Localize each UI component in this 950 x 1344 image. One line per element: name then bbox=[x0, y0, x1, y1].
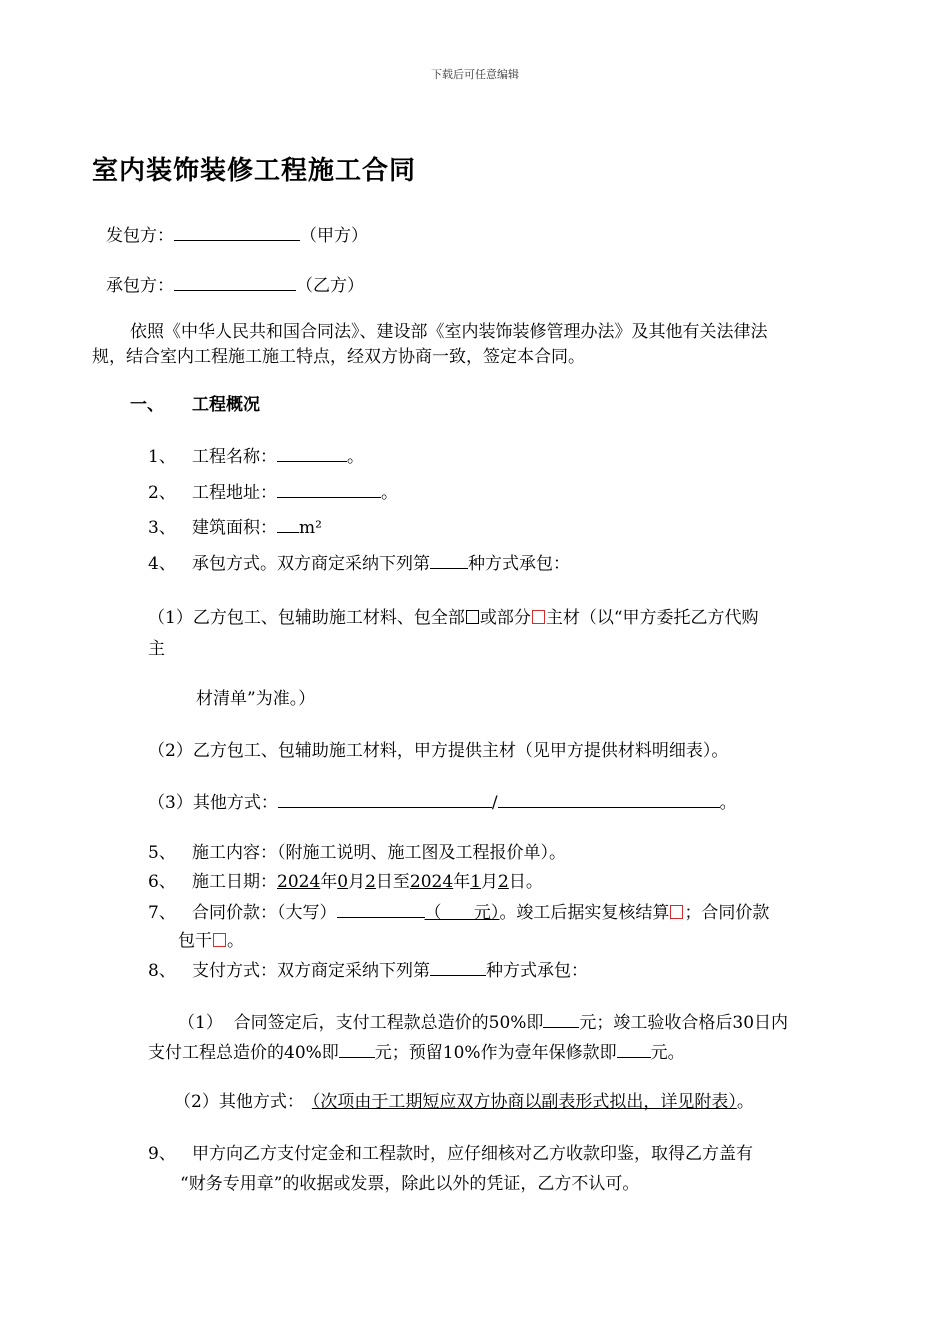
contract-price-amount[interactable]: （ 元） bbox=[424, 903, 500, 923]
payment-1-line-1 bbox=[178, 1010, 788, 1034]
item-2 bbox=[148, 480, 398, 504]
payment-1-text-d: 元；预留10%作为壹年保修款即 bbox=[374, 1043, 617, 1063]
intro-line-1: 依照《中华人民共和国合同法》、建设部《室内装饰装修管理办法》及其他有关法律法 bbox=[130, 322, 768, 342]
payment-2-end: 。 bbox=[736, 1092, 754, 1112]
contract-mode-blank[interactable] bbox=[430, 551, 468, 569]
party-b-label: 承包方： bbox=[106, 276, 174, 296]
item-3-unit: m² bbox=[299, 518, 322, 538]
party-b-suffix: （乙方） bbox=[296, 276, 364, 296]
contract-price-words-blank[interactable] bbox=[337, 900, 425, 918]
start-day-unit: 日至 bbox=[375, 872, 410, 892]
party-b-blank[interactable] bbox=[174, 273, 296, 291]
option-1-text-c: 主材（以“甲方委托乙方代购 bbox=[545, 608, 759, 628]
intro-line-2: 规，结合室内工程施工施工特点，经双方协商一致，签定本合同。 bbox=[92, 347, 585, 367]
item-1 bbox=[148, 444, 364, 468]
section-1-number: 一、 bbox=[130, 395, 164, 415]
party-a-line bbox=[106, 223, 368, 247]
payment-50-blank[interactable] bbox=[543, 1010, 579, 1028]
other-mode-blank-2[interactable] bbox=[498, 790, 720, 808]
building-area-blank[interactable] bbox=[277, 515, 299, 533]
end-month[interactable]: 1 bbox=[470, 872, 482, 892]
payment-2-label: （2）其他方式： bbox=[174, 1092, 304, 1112]
other-mode-blank-1[interactable] bbox=[278, 790, 492, 808]
item-9-number: 9、 bbox=[148, 1144, 176, 1164]
start-month-unit: 月 bbox=[348, 872, 366, 892]
item-6 bbox=[148, 871, 543, 893]
item-2-label: 工程地址： bbox=[192, 483, 277, 503]
item-8 bbox=[148, 958, 588, 982]
item-3 bbox=[148, 515, 322, 539]
party-a-blank[interactable] bbox=[174, 223, 300, 241]
item-7-mid: 。竣工后据实复核结算 bbox=[499, 903, 670, 923]
full-materials-checkbox[interactable] bbox=[466, 610, 479, 624]
item-4 bbox=[148, 551, 570, 575]
item-5 bbox=[148, 842, 566, 864]
payment-2-text[interactable]: （次项由于工期短应双方协商以副表形式拟出，详见附表） bbox=[311, 1092, 737, 1112]
item-4-number: 4、 bbox=[148, 554, 176, 574]
payment-1-text-c: 支付工程总造价的40%即 bbox=[148, 1043, 339, 1063]
payment-1-text-a: （1） 合同签定后，支付工程款总造价的50%即 bbox=[178, 1013, 544, 1033]
item-9-line-2: “财务专用章”的收据或发票，除此以外的凭证，乙方不认可。 bbox=[180, 1174, 640, 1194]
item-4-label: 承包方式。双方商定采纳下列第 bbox=[192, 554, 430, 574]
item-7-line-1 bbox=[148, 900, 769, 924]
item-9-line-1 bbox=[148, 1143, 753, 1165]
item-1-label: 工程名称： bbox=[192, 447, 277, 467]
item-2-end: 。 bbox=[381, 483, 398, 503]
item-9-text-1: 甲方向乙方支付定金和工程款时，应仔细核对乙方收款印鉴，取得乙方盖有 bbox=[192, 1144, 753, 1164]
start-month[interactable]: 0 bbox=[337, 872, 349, 892]
payment-1-line-2 bbox=[148, 1040, 685, 1064]
end-day-unit: 日。 bbox=[508, 872, 543, 892]
start-year-unit: 年 bbox=[320, 872, 338, 892]
item-3-label: 建筑面积： bbox=[192, 518, 277, 538]
option-2: （2）乙方包工、包辅助施工材料，甲方提供主材（见甲方提供材料明细表）。 bbox=[148, 741, 729, 761]
item-1-end: 。 bbox=[347, 447, 364, 467]
item-1-number: 1、 bbox=[148, 447, 176, 467]
option-3-slash: / bbox=[491, 793, 498, 813]
item-7-label: 合同价款：（大写） bbox=[192, 903, 337, 923]
item-6-number: 6、 bbox=[148, 872, 176, 892]
end-year-unit: 年 bbox=[453, 872, 471, 892]
end-day[interactable]: 2 bbox=[498, 872, 509, 892]
option-1-line-3: 材清单”为准。） bbox=[196, 689, 316, 709]
partial-materials-checkbox[interactable] bbox=[532, 610, 545, 624]
item-2-number: 2、 bbox=[148, 483, 176, 503]
item-5-text: 施工内容：（附施工说明、施工图及工程报价单）。 bbox=[192, 843, 566, 863]
payment-1-text-e: 元。 bbox=[650, 1043, 685, 1063]
end-year[interactable]: 2024 bbox=[409, 872, 454, 892]
item-7-number: 7、 bbox=[148, 903, 176, 923]
page-header-note: 下载后可任意编辑 bbox=[431, 68, 519, 81]
item-6-label: 施工日期： bbox=[192, 872, 277, 892]
party-a-suffix: （甲方） bbox=[300, 226, 368, 246]
start-year[interactable]: 2024 bbox=[277, 872, 321, 892]
start-day[interactable]: 2 bbox=[365, 872, 376, 892]
party-a-label: 发包方： bbox=[106, 226, 174, 246]
warranty-blank[interactable] bbox=[617, 1040, 651, 1058]
item-4-end: 种方式承包： bbox=[468, 554, 570, 574]
lump-sum-checkbox[interactable] bbox=[213, 933, 226, 947]
project-address-blank[interactable] bbox=[277, 480, 381, 498]
option-1-line-1 bbox=[148, 607, 759, 629]
item-3-number: 3、 bbox=[148, 518, 176, 538]
document-title: 室内装饰装修工程施工合同 bbox=[92, 156, 417, 186]
section-1-heading bbox=[130, 394, 260, 416]
item-7-line-2 bbox=[178, 930, 244, 952]
item-8-end: 种方式承包： bbox=[486, 961, 588, 981]
option-3-end: 。 bbox=[719, 793, 737, 813]
end-month-unit: 月 bbox=[481, 872, 499, 892]
project-name-blank[interactable] bbox=[277, 444, 347, 462]
option-3-label: （3）其他方式： bbox=[148, 793, 278, 813]
option-1-text-a: （1）乙方包工、包辅助施工材料、包全部 bbox=[148, 608, 465, 628]
party-b-line bbox=[106, 273, 364, 297]
option-3 bbox=[148, 790, 737, 814]
option-1-line-2: 主 bbox=[148, 639, 165, 659]
payment-mode-blank[interactable] bbox=[430, 958, 486, 976]
item-5-number: 5、 bbox=[148, 843, 176, 863]
option-1-text-b: 或部分 bbox=[479, 608, 531, 628]
payment-40-blank[interactable] bbox=[339, 1040, 375, 1058]
item-7-mid-2: ；合同价款 bbox=[684, 903, 770, 923]
payment-2 bbox=[174, 1091, 754, 1113]
section-1-title: 工程概况 bbox=[192, 395, 260, 415]
item-7-end: 。 bbox=[227, 931, 244, 951]
item-8-label: 支付方式：双方商定采纳下列第 bbox=[192, 961, 430, 981]
payment-1-text-b: 元；竣工验收合格后30日内 bbox=[579, 1013, 789, 1033]
settlement-checkbox[interactable] bbox=[670, 905, 683, 919]
item-7-line-2-text: 包干 bbox=[178, 931, 212, 951]
item-8-number: 8、 bbox=[148, 961, 176, 981]
